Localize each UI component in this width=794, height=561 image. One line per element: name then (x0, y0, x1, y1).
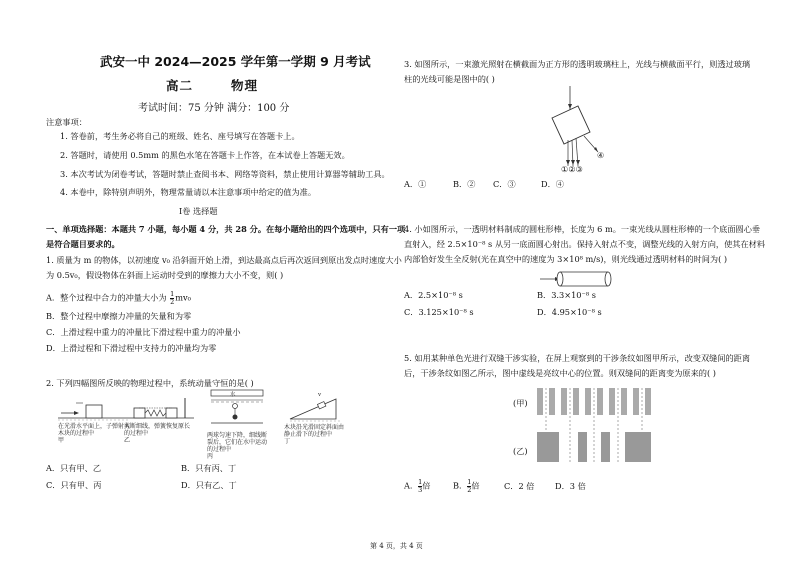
q5-stem-line2: 后，干涉条纹如图乙所示，图中虚线是亮纹中心的位置。则双缝间的距离变为原来的( ) (404, 368, 716, 378)
q5-option-a (404, 479, 430, 494)
note-item: 2. 答题时，请使用 0.5mm 的黑色水笔在答题卡上作答，在本试卷上答题无效。 (60, 150, 350, 160)
q2-option-c: C．只有甲、丙 (46, 480, 102, 490)
q2-figure-ding (288, 395, 340, 423)
q5-option-c: C．2 倍 (504, 481, 535, 491)
q1-option-d: D．上滑过程和下滑过程中支持力的冲量均为零 (46, 343, 217, 353)
q5-option-b (453, 479, 480, 494)
q5-option-a-label: A． (404, 480, 419, 491)
fraction-denominator: 3 (418, 486, 423, 494)
q5-stem-line1: 5. 如用某种单色光进行双缝干涉实验，在屏上观察到的干涉条纹如图甲所示，改变双缝间的距离 (404, 353, 751, 363)
fraction-numerator: 1 (170, 290, 175, 298)
q3-option-c: C．③ (493, 179, 516, 189)
q3-option-d: D．④ (541, 179, 564, 189)
q3-glass-figure (540, 86, 610, 176)
q2-caption-bing: 两球匀速下降，细线断裂后，它们在水中运动的过程中 丙 (207, 432, 268, 460)
q4-rod-figure (540, 270, 618, 288)
page-footer: 第 4 页，共 4 页 (370, 542, 423, 550)
q5-option-b-label: B． (453, 480, 468, 491)
q2-option-a: A．只有甲、乙 (46, 463, 102, 473)
q2-stem: 2. 下列四幅图所反映的物理过程中，系统动量守恒的是( ) (46, 378, 254, 388)
fraction-denominator: 2 (170, 298, 175, 306)
q2-figure-yi (130, 398, 194, 422)
q3-ray4-label: ④ (597, 150, 605, 160)
q1-stem-line1: 1. 质量为 m 的物体，以初速度 v₀ 沿斜面开始上滑，到达最高点后再次返回到原出发点时速度大小 (46, 255, 402, 265)
q2-figure-bing (207, 388, 267, 432)
q3-option-b: B．② (453, 179, 476, 189)
q2-caption-ding: 木块沿光滑固定斜面由静止滑下的过程中 丁 (284, 424, 345, 445)
note-item: 1. 答卷前，考生务必将自己的班级、姓名、座号填写在答题卡上。 (60, 131, 300, 141)
section1-line2: 是符合题目要求的。 (46, 239, 120, 249)
q2-caption-jia: 在光滑水平面上，子弹射入木块的过程中 甲 (58, 423, 131, 444)
q2-caption-yi: 剪断细线，弹簧恢复原长的过程中 乙 (124, 423, 191, 444)
q3-ray-labels: ①②③ (561, 164, 584, 174)
q1-stem-line2: 为 0.5v₀，假设物体在斜面上运动时受到的摩擦力大小不变，则( ) (46, 270, 284, 280)
q5-label-jia: (甲) (513, 398, 528, 408)
notes-header: 注意事项： (46, 117, 87, 127)
q4-option-a: A．2.5×10⁻⁸ s (404, 290, 463, 300)
q3-option-a: A．① (404, 179, 427, 189)
q2-figure-jia (58, 398, 130, 422)
fraction-numerator: 1 (467, 478, 472, 486)
q3-stem-line1: 3. 如图所示，一束激光照射在横截面为正方形的透明玻璃柱上，光线与横截面平行，则透过玻璃 (404, 59, 751, 69)
q2-label-water: 水 (230, 392, 236, 398)
note-item: 4. 本卷中，除特别声明外，物理常量请以本注意事项中给定的值为准。 (60, 187, 317, 197)
q1-option-b: B．整个过程中摩擦力冲量的矢量和为零 (46, 311, 192, 321)
q1-option-a (46, 291, 191, 306)
q4-stem-line2: 直射入，经 2.5×10⁻⁸ s 从另一底面圆心射出。保持入射点不变，调整光线的入射方向，使其在材料 (404, 239, 766, 249)
note-item: 3. 本次考试为闭卷考试，答题时禁止查阅书本、网络等资料，禁止使用计算器等辅助工具。 (60, 169, 390, 179)
q2-option-b: B．只有丙、丁 (181, 463, 237, 473)
q3-stem-line2: 柱的光线可能是图中的( ) (404, 74, 495, 84)
q1-option-a-fraction (170, 291, 174, 306)
q4-option-d: D．4.95×10⁻⁸ s (537, 307, 602, 317)
exam-title: 武安一中 2024—2025 学年第一学期 9 月考试 (100, 54, 371, 69)
fraction-numerator: 1 (418, 478, 423, 486)
q5-option-a-unit: 倍 (422, 480, 431, 491)
q5-fringe-figure (533, 388, 655, 466)
q4-option-c: C．3.125×10⁻⁸ s (404, 307, 474, 317)
q5-option-b-unit: 倍 (471, 480, 480, 491)
q4-option-b: B．3.3×10⁻⁸ s (537, 290, 596, 300)
q4-stem-line1: 4. 小如图所示，一透明材料制成的圆柱形棒，长度为 6 m。一束光线从圆柱形棒的一个底面圆心垂 (404, 224, 761, 234)
section1-line1: 一、单项选择题：本题共 7 小题，每小题 4 分，共 28 分。在每小题给出的四个选项中，只有一项 (46, 224, 406, 234)
exam-subject: 物理 (231, 78, 259, 93)
q5-option-d: D．3 倍 (555, 481, 586, 491)
volume-title: Ⅰ卷 选择题 (179, 206, 218, 216)
q2-label-v: v (318, 392, 322, 398)
q1-option-a-text: A．整个过程中合力的冲量大小为 (46, 292, 167, 303)
q2-option-d: D．只有乙、丁 (181, 480, 237, 490)
q4-stem-line3: 内部恰好发生全反射(光在真空中的速度为 3×10⁸ m/s)，则光线通过透明材料的时间为( ) (404, 254, 728, 264)
q1-option-c: C．上滑过程中重力的冲量比下滑过程中重力的冲量小 (46, 327, 241, 337)
fraction-denominator: 2 (467, 486, 472, 494)
q5-label-yi: (乙) (513, 446, 528, 456)
q1-option-a-unit: mv₀ (175, 292, 191, 303)
exam-grade: 高二 (166, 78, 194, 93)
exam-time-info: 考试时间：75 分钟 满分：100 分 (138, 103, 290, 114)
